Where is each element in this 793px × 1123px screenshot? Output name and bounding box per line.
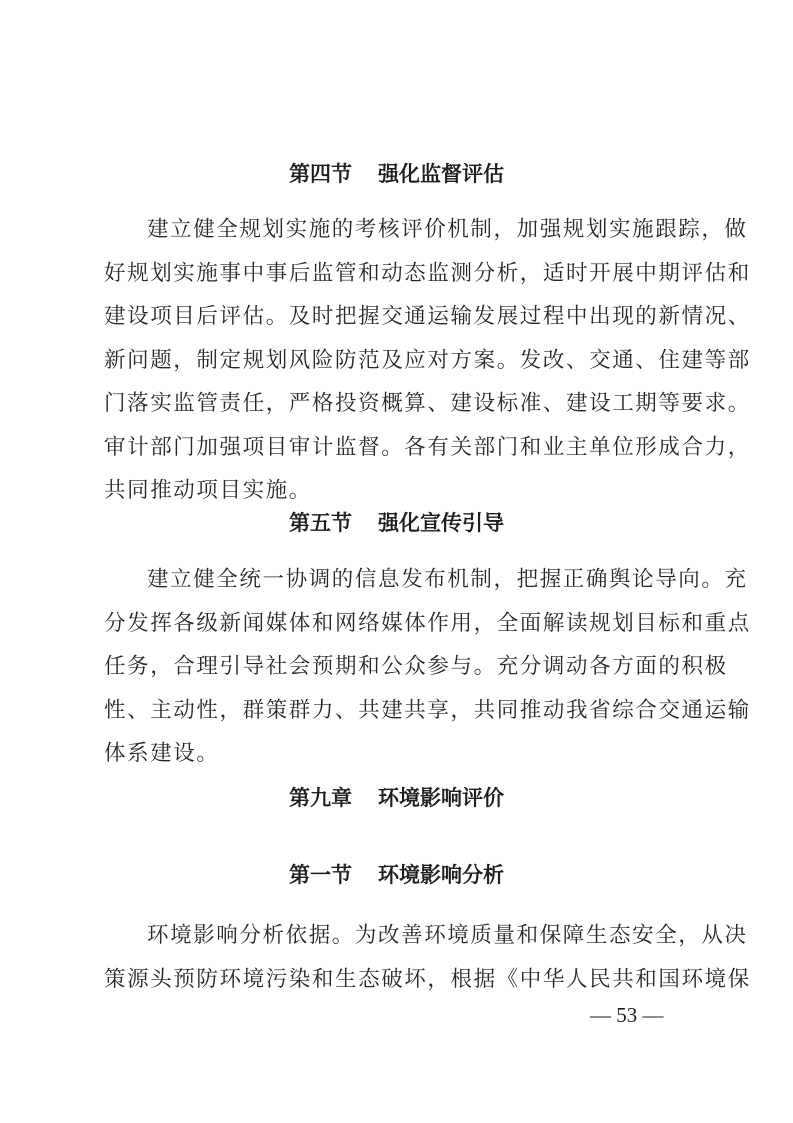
section-heading-4-title: 强化监督评估: [378, 162, 504, 186]
section-heading-4-number: 第四节: [289, 162, 352, 186]
paragraph-line: 体系建设。: [104, 741, 220, 766]
section-heading-env-1: [0, 861, 793, 889]
chapter-heading-9: [0, 784, 793, 812]
page-number: — 53 —: [590, 1003, 664, 1027]
section-4-paragraph: [104, 208, 751, 513]
paragraph-line: 建立健全规划实施的考核评价机制，加强规划实施跟踪，做: [147, 217, 748, 242]
section-heading-env-1-title: 环境影响分析: [378, 863, 504, 887]
paragraph-line: 新问题，制定规划风险防范及应对方案。发改、交通、住建等部: [104, 347, 751, 373]
section-heading-4: [0, 160, 793, 188]
section-5-paragraph: [104, 558, 751, 776]
section-heading-5: [0, 509, 793, 537]
paragraph-line: 分发挥各级新闻媒体和网络媒体作用，全面解读规划目标和重点: [104, 610, 751, 636]
paragraph-line: 好规划实施事中事后监管和动态监测分析，适时开展中期评估和: [104, 260, 751, 286]
paragraph-line: 环境影响分析依据。为改善环境质量和保障生态安全，从决: [147, 923, 748, 948]
section-heading-env-1-number: 第一节: [289, 863, 352, 887]
paragraph-line: 审计部门加强项目审计监督。各有关部门和业主单位形成合力，: [104, 434, 751, 460]
paragraph-line: 共同推动项目实施。: [104, 478, 312, 503]
paragraph-line: 门落实监管责任，严格投资概算、建设标准、建设工期等要求。: [104, 391, 751, 416]
paragraph-line: 建设项目后评估。及时把握交通运输发展过程中出现的新情况、: [104, 304, 751, 329]
paragraph-line: 任务，合理引导社会预期和公众参与。充分调动各方面的积极: [104, 654, 728, 679]
paragraph-line: 建立健全统一协调的信息发布机制，把握正确舆论导向。充: [147, 567, 748, 592]
section-heading-5-number: 第五节: [289, 511, 352, 535]
paragraph-line: 策源头预防环境污染和生态破坏，根据《中华人民共和国环境保: [104, 966, 751, 992]
chapter-heading-number: 第九章: [289, 786, 352, 810]
paragraph-line: 性、主动性，群策群力、共建共享，共同推动我省综合交通运输: [104, 697, 751, 723]
section-env-1-paragraph: [104, 914, 751, 1001]
section-heading-5-title: 强化宣传引导: [378, 511, 504, 535]
chapter-heading-title: 环境影响评价: [378, 786, 504, 810]
